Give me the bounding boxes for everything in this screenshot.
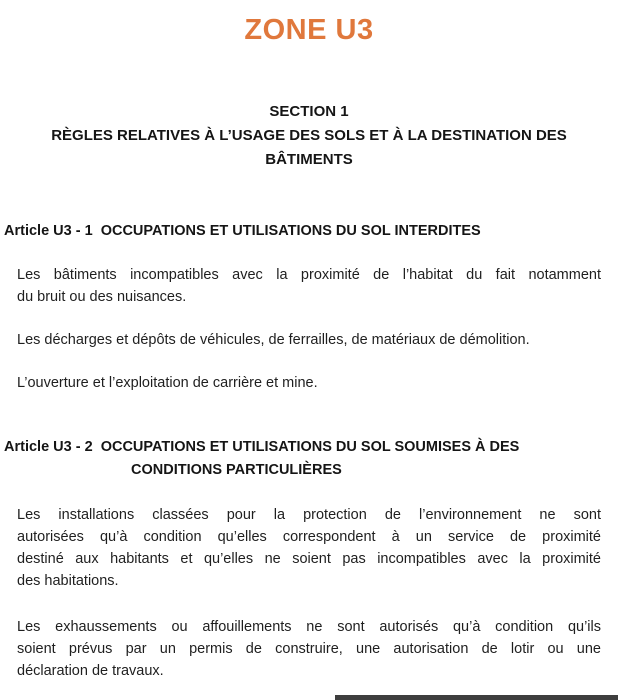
paragraph-line: autorisées qu’à condition qu’elles correspondent à un service de proximité (17, 529, 601, 545)
article-2-heading-line1: Article U3 - 2 OCCUPATIONS ET UTILISATIONS DU SOL SOUMISES À DES (4, 439, 520, 455)
article-1-heading-text: Article U3 - 1 OCCUPATIONS ET UTILISATIONS DU SOL INTERDITES (4, 223, 481, 239)
article-2-heading-line2: CONDITIONS PARTICULIÈRES (131, 462, 342, 478)
article-2-paragraph-1 (17, 504, 601, 592)
paragraph-line: Les exhaussements ou affouillements ne sont autorisés qu’à condition qu’ils (17, 619, 601, 635)
section-title-line1: RÈGLES RELATIVES À L’USAGE DES SOLS ET À LA DESTINATION DES (51, 127, 567, 144)
section-number: SECTION 1 (269, 103, 349, 120)
paragraph-line: déclaration de travaux. (17, 663, 164, 679)
paragraph-line: des habitations. (17, 573, 119, 589)
page-title: ZONE U3 (244, 14, 374, 46)
paragraph-line: Les bâtiments incompatibles avec la proximité de l’habitat du fait notamment (17, 267, 601, 283)
paragraph-line: Les décharges et dépôts de véhicules, de ferrailles, de matériaux de démolition. (17, 332, 530, 348)
cropped-content-edge (335, 695, 618, 700)
article-1-paragraph-2 (17, 329, 601, 351)
paragraph-line: du bruit ou des nuisances. (17, 289, 187, 305)
section-title-line2: BÂTIMENTS (265, 151, 353, 168)
article-1-paragraph-1 (17, 264, 601, 308)
article-1-heading (4, 220, 618, 243)
article-2-paragraph-2 (17, 616, 601, 682)
section-heading (0, 100, 618, 172)
article-2-heading (4, 436, 618, 482)
paragraph-line: Les installations classées pour la protection de l’environnement ne sont (17, 507, 601, 523)
paragraph-line: soient prévus par un permis de construire, une autorisation de lotir ou une (17, 641, 601, 657)
paragraph-line: L’ouverture et l’exploitation de carrière et mine. (17, 375, 318, 391)
article-1-paragraph-3 (17, 372, 601, 394)
paragraph-line: destiné aux habitants et qu’elles ne soient pas incompatibles avec la proximité (17, 551, 601, 567)
